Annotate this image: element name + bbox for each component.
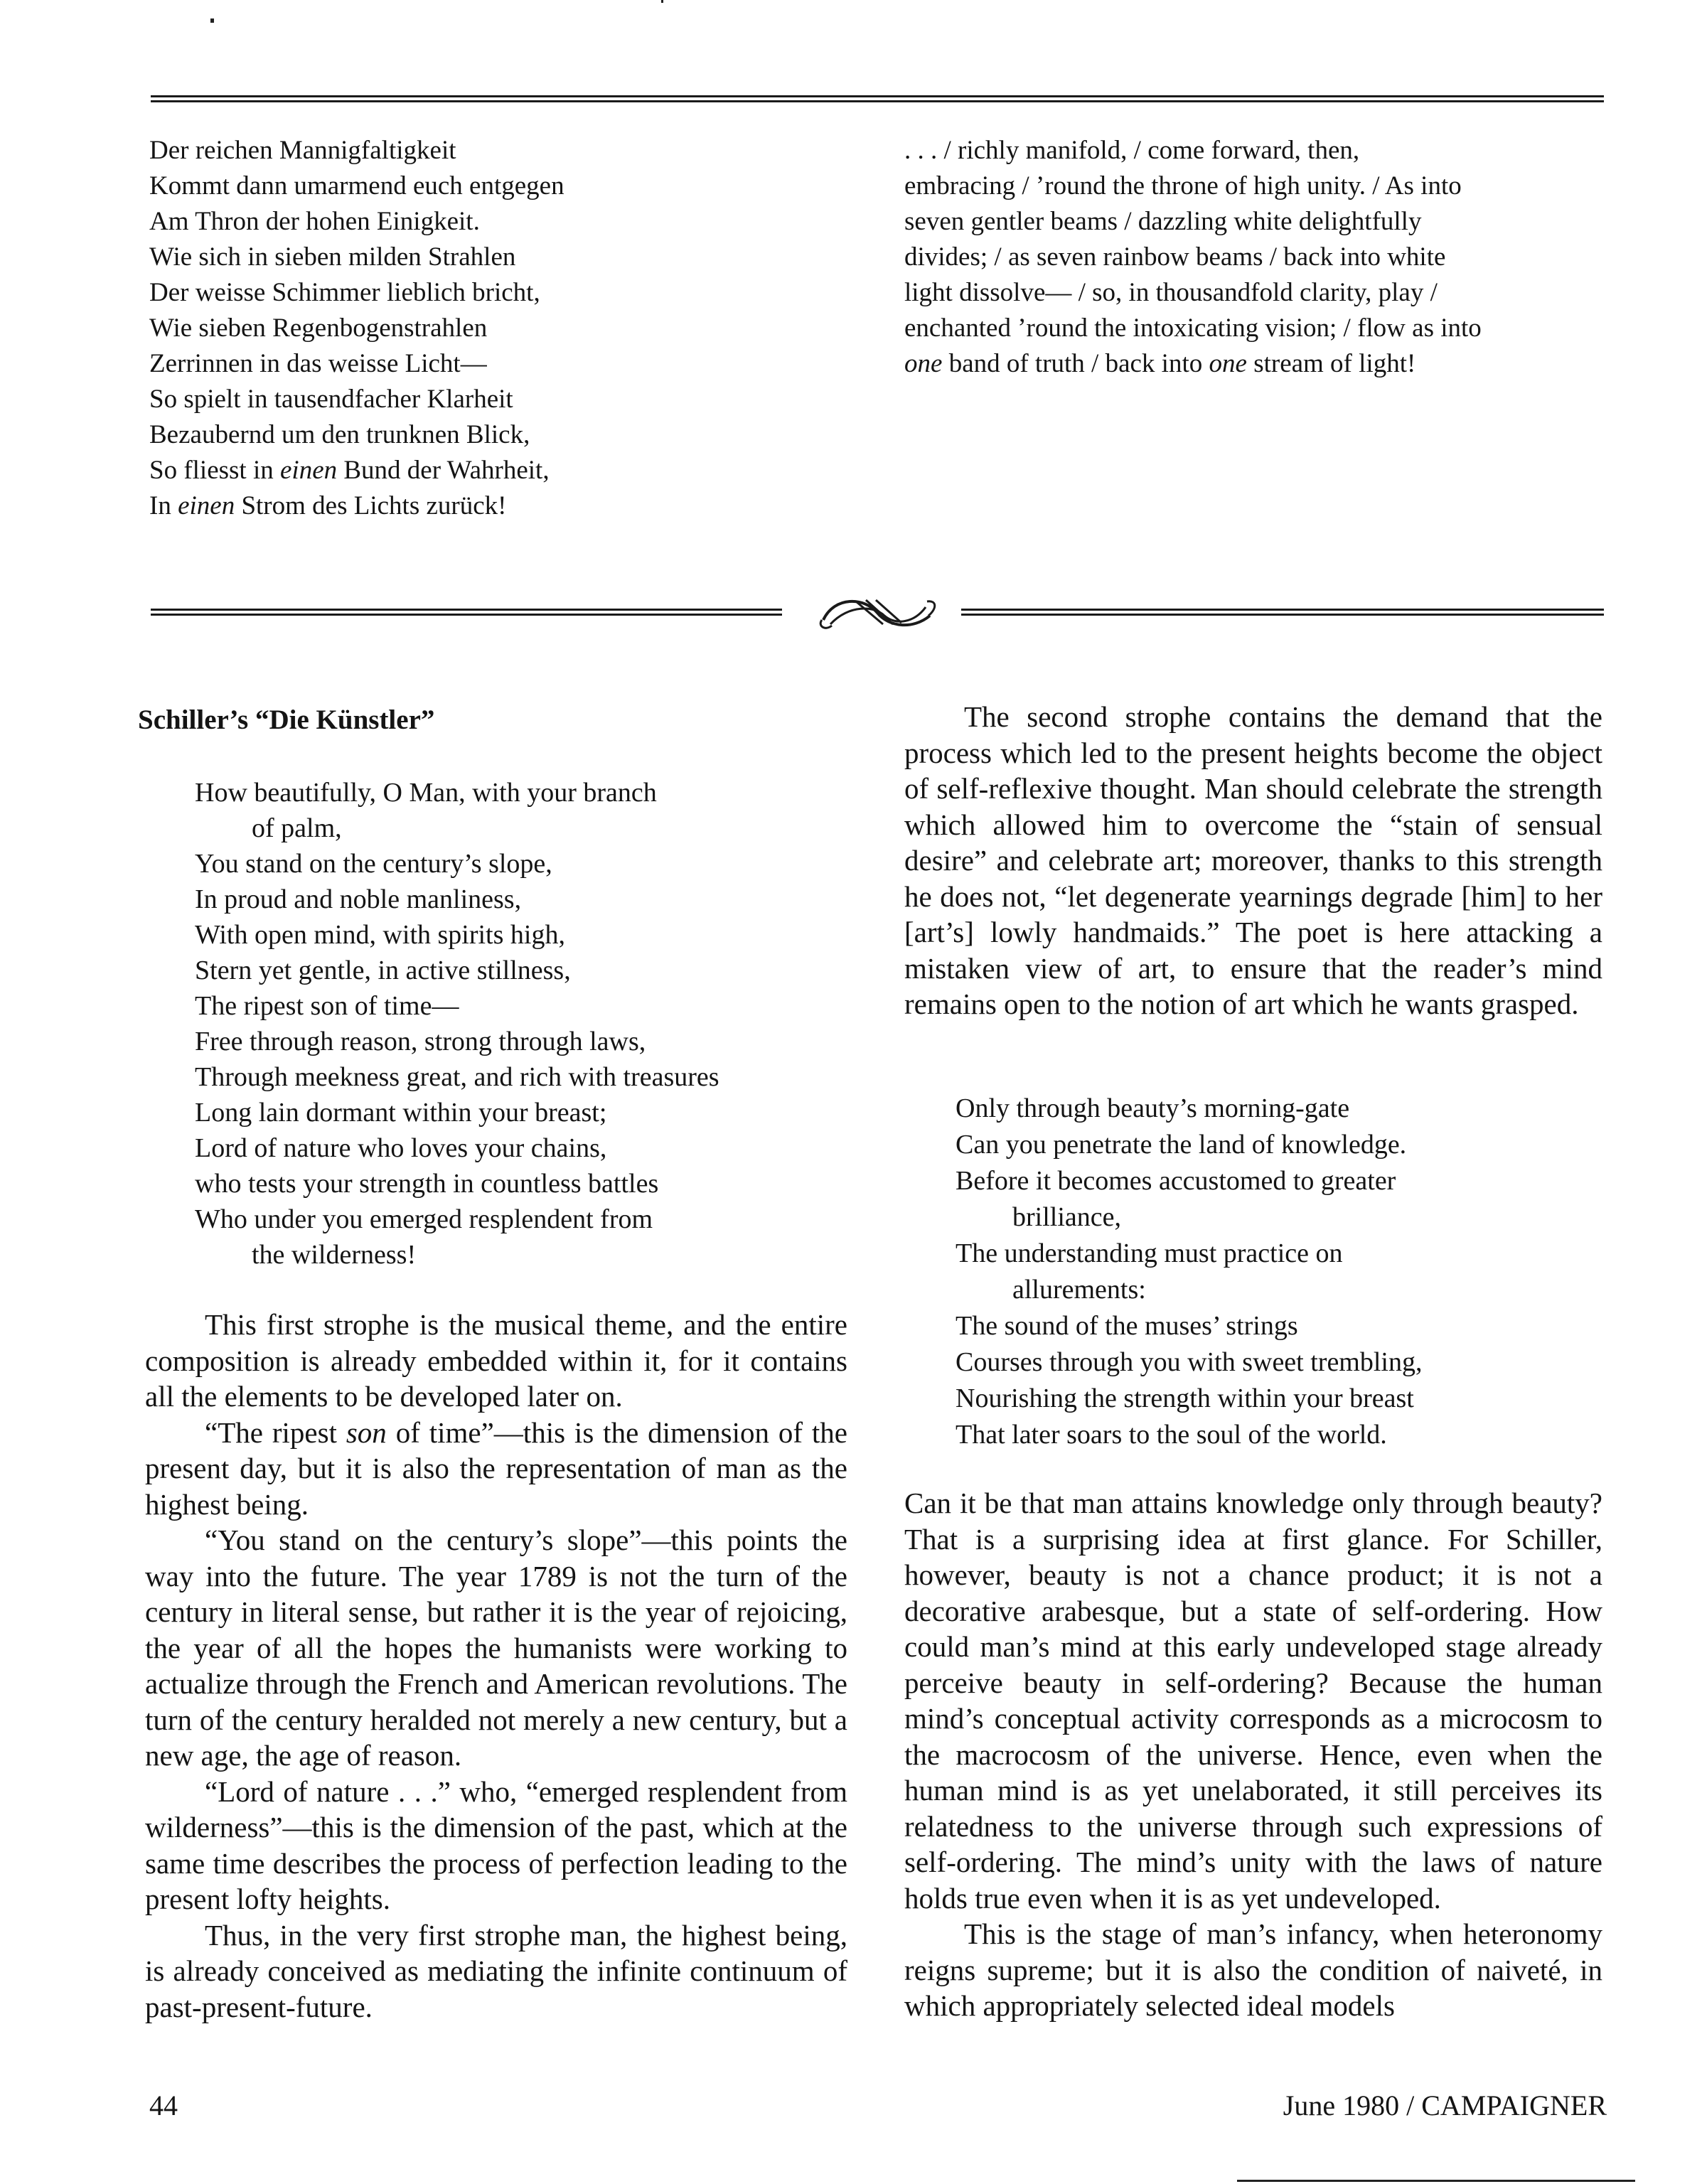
verse-line bbox=[904, 204, 1608, 240]
text-run: You stand on the century’s slope, bbox=[195, 849, 552, 879]
verse-line bbox=[956, 1199, 1595, 1236]
bottom-edge-rule bbox=[1237, 2180, 1635, 2182]
text-run: Can you penetrate the land of knowledge. bbox=[956, 1130, 1407, 1160]
text-run: In bbox=[149, 491, 178, 520]
text-run: The understanding must practice on bbox=[956, 1238, 1343, 1268]
german-poem bbox=[149, 133, 860, 524]
text-run: of palm, bbox=[252, 813, 342, 843]
flourish-ornament-icon bbox=[815, 592, 943, 634]
verse-line bbox=[956, 1236, 1595, 1272]
verse-line bbox=[904, 311, 1608, 346]
verse-line bbox=[195, 1059, 849, 1095]
text-run: who tests your strength in countless battles bbox=[195, 1169, 659, 1199]
text-run: Courses through you with sweet trembling, bbox=[956, 1347, 1423, 1377]
verse-line bbox=[195, 882, 849, 917]
verse-line bbox=[956, 1308, 1595, 1344]
text-run: Am Thron der hohen Einigkeit. bbox=[149, 207, 480, 236]
print-speck bbox=[661, 0, 663, 3]
print-speck bbox=[210, 18, 214, 23]
text-run: This is the stage of man’s infancy, when heteronomy reigns supreme; but it is also the condition of naiveté, in which appropriately selected ideal models bbox=[904, 1917, 1602, 2022]
paragraph bbox=[145, 1307, 847, 1415]
paragraph bbox=[904, 1485, 1602, 1916]
text-run: Strom des Lichts zurück! bbox=[235, 491, 507, 520]
verse-line bbox=[956, 1417, 1595, 1453]
text-run: seven gentler beams / dazzling white delightfully bbox=[904, 207, 1422, 236]
poem-second-strophe bbox=[956, 1091, 1595, 1453]
issue-label: June 1980 / CAMPAIGNER bbox=[1283, 2089, 1607, 2121]
text-run: Through meekness great, and rich with treasures bbox=[195, 1062, 719, 1092]
paragraph bbox=[145, 1917, 847, 2025]
verse-line bbox=[195, 953, 849, 988]
text-run: brilliance, bbox=[1012, 1202, 1121, 1232]
text-run: Long lain dormant within your breast; bbox=[195, 1098, 607, 1128]
text-run: The ripest son of time— bbox=[195, 991, 459, 1021]
verse-line bbox=[149, 240, 860, 275]
text-run: Who under you emerged resplendent from bbox=[195, 1204, 653, 1234]
text-run: Can it be that man attains knowledge only through beauty? That is a surprising idea at first glance. For Schiller, however, beauty is not a chance product; it is not a decorative arabesque, but a state of self-ordering. How could man’s mind at this early undeveloped stage already perceive beauty in self-ordering? Because the human mind’s conceptual activity corresponds as a microcosm to the macrocosm of the universe. Hence, even when the human mind is as yet unelaborated, it still perceives its relatedness to the universe through such expressions of self-ordering. The mind’s unity with the laws of nature holds true even when it is as yet undeveloped. bbox=[904, 1487, 1602, 1915]
text-run: This first strophe is the musical theme, and the entire composition is already embedded within it, for it contains all the elements to be developed later on. bbox=[145, 1308, 847, 1413]
divider-rule-right bbox=[961, 609, 1604, 616]
text-run: Stern yet gentle, in active stillness, bbox=[195, 956, 571, 985]
verse-line bbox=[956, 1272, 1595, 1308]
verse-line bbox=[149, 382, 860, 417]
verse-line bbox=[195, 988, 849, 1024]
verse-line bbox=[904, 346, 1608, 382]
text-run: Zerrinnen in das weisse Licht— bbox=[149, 349, 487, 378]
verse-line bbox=[904, 240, 1608, 275]
text-run: allurements: bbox=[1012, 1275, 1146, 1305]
verse-line bbox=[904, 133, 1608, 168]
text-run: “Lord of nature . . .” who, “emerged resplendent from wilderness”—this is the dimension of the past, which at the same time describes the process of perfection leading to the present lofty heights. bbox=[145, 1774, 847, 1915]
text-run: In proud and noble manliness, bbox=[195, 884, 522, 914]
english-translation bbox=[904, 133, 1608, 382]
text-run: the wilderness! bbox=[252, 1240, 417, 1270]
text-run: Nourishing the strength within your breast bbox=[956, 1383, 1414, 1413]
verse-line bbox=[149, 133, 860, 168]
section-heading: Schiller’s “Die Künstler” bbox=[138, 705, 435, 735]
verse-line bbox=[195, 1024, 849, 1059]
verse-line bbox=[195, 1166, 849, 1201]
paragraph bbox=[145, 1522, 847, 1774]
paragraph bbox=[904, 699, 1602, 1022]
verse-line bbox=[195, 846, 849, 882]
verse-line bbox=[956, 1091, 1595, 1127]
paragraph bbox=[145, 1415, 847, 1523]
text-run: stream of light! bbox=[1246, 349, 1416, 378]
verse-line bbox=[195, 1130, 849, 1166]
verse-line bbox=[956, 1127, 1595, 1163]
verse-line bbox=[956, 1163, 1595, 1199]
italic-text: einen bbox=[280, 456, 338, 485]
right-column-intro bbox=[904, 699, 1602, 1022]
text-run: “The ripest bbox=[205, 1415, 346, 1449]
text-run: Der weisse Schimmer lieblich bricht, bbox=[149, 278, 540, 307]
verse-line bbox=[195, 810, 849, 846]
verse-line bbox=[195, 917, 849, 953]
text-run: Bezaubernd um den trunknen Blick, bbox=[149, 420, 530, 449]
italic-text: one bbox=[1209, 349, 1247, 378]
verse-line bbox=[195, 1237, 849, 1273]
text-run: Bund der Wahrheit, bbox=[337, 456, 550, 485]
text-run: So spielt in tausendfacher Klarheit bbox=[149, 385, 513, 414]
italic-text: einen bbox=[178, 491, 235, 520]
text-run: . . . / richly manifold, / come forward, then, bbox=[904, 136, 1360, 165]
text-run: light dissolve— / so, in thousandfold clarity, play / bbox=[904, 278, 1438, 307]
text-run: That later soars to the soul of the world. bbox=[956, 1420, 1387, 1450]
verse-line bbox=[904, 275, 1608, 311]
text-run: Wie sich in sieben milden Strahlen bbox=[149, 242, 516, 272]
text-run: “You stand on the century’s slope”—this points the way into the future. The year 1789 is not the turn of the century in literal sense, but rather it is the year of rejoicing, the year of all the hopes the humanists were working to actualize through the French and American revolutions. The turn of the century heralded not merely a new century, but a new age, the age of reason. bbox=[145, 1524, 847, 1772]
divider-rule-left bbox=[151, 609, 782, 616]
verse-line bbox=[195, 1201, 849, 1237]
left-column-prose bbox=[145, 1307, 847, 2025]
text-run: band of truth / back into bbox=[942, 349, 1209, 378]
verse-line bbox=[149, 311, 860, 346]
text-run: The sound of the muses’ strings bbox=[956, 1311, 1298, 1341]
text-run: With open mind, with spirits high, bbox=[195, 920, 565, 950]
right-column-prose bbox=[904, 1485, 1602, 2024]
verse-line bbox=[149, 168, 860, 204]
verse-line bbox=[195, 1095, 849, 1130]
top-double-rule bbox=[151, 95, 1604, 102]
italic-text: son bbox=[346, 1415, 387, 1449]
text-run: Kommt dann umarmend euch entgegen bbox=[149, 171, 564, 200]
italic-text: one bbox=[904, 349, 943, 378]
verse-line bbox=[956, 1344, 1595, 1381]
text-run: Wie sieben Regenbogenstrahlen bbox=[149, 314, 488, 343]
text-run: Free through reason, strong through laws, bbox=[195, 1027, 646, 1056]
text-run: of time”—this is the dimension of the present day, but it is also the representation of man as the highest being. bbox=[145, 1415, 848, 1521]
poem-first-strophe bbox=[195, 775, 849, 1273]
page-number: 44 bbox=[149, 2089, 178, 2121]
text-run: enchanted ’round the intoxicating vision; / flow as into bbox=[904, 314, 1482, 343]
text-run: Lord of nature who loves your chains, bbox=[195, 1133, 607, 1163]
verse-line bbox=[149, 204, 860, 240]
text-run: divides; / as seven rainbow beams / back into white bbox=[904, 242, 1446, 272]
verse-line bbox=[195, 775, 849, 810]
text-run: Before it becomes accustomed to greater bbox=[956, 1166, 1396, 1196]
verse-line bbox=[149, 275, 860, 311]
text-run: Thus, in the very first strophe man, the highest being, is already conceived as mediating the infinite continuum of past-present-future. bbox=[145, 1918, 847, 2023]
paragraph bbox=[904, 1916, 1602, 2024]
verse-line bbox=[904, 168, 1608, 204]
text-run: How beautifully, O Man, with your branch bbox=[195, 778, 657, 808]
verse-line bbox=[149, 346, 860, 382]
text-run: So fliesst in bbox=[149, 456, 280, 485]
paragraph bbox=[145, 1774, 847, 1917]
text-run: Der reichen Mannigfaltigkeit bbox=[149, 136, 456, 165]
verse-line bbox=[149, 417, 860, 453]
verse-line bbox=[149, 488, 860, 524]
text-run: Only through beauty’s morning-gate bbox=[956, 1093, 1350, 1123]
verse-line bbox=[956, 1381, 1595, 1417]
text-run: The second strophe contains the demand that the process which led to the present heights become the object of self-reflexive thought. Man should celebrate the strength which allowed him to overcome the “stain of sensual desire” and celebrate art; moreover, thanks to this strength he does not, “let degenerate yearnings degrade [him] to her [art’s] lowly handmaids.” The poet is here attacking a mistaken view of art, to ensure that the reader’s mind remains open to the notion of art which he wants grasped. bbox=[904, 700, 1602, 1020]
verse-line bbox=[149, 453, 860, 488]
text-run: embracing / ’round the throne of high unity. / As into bbox=[904, 171, 1462, 200]
